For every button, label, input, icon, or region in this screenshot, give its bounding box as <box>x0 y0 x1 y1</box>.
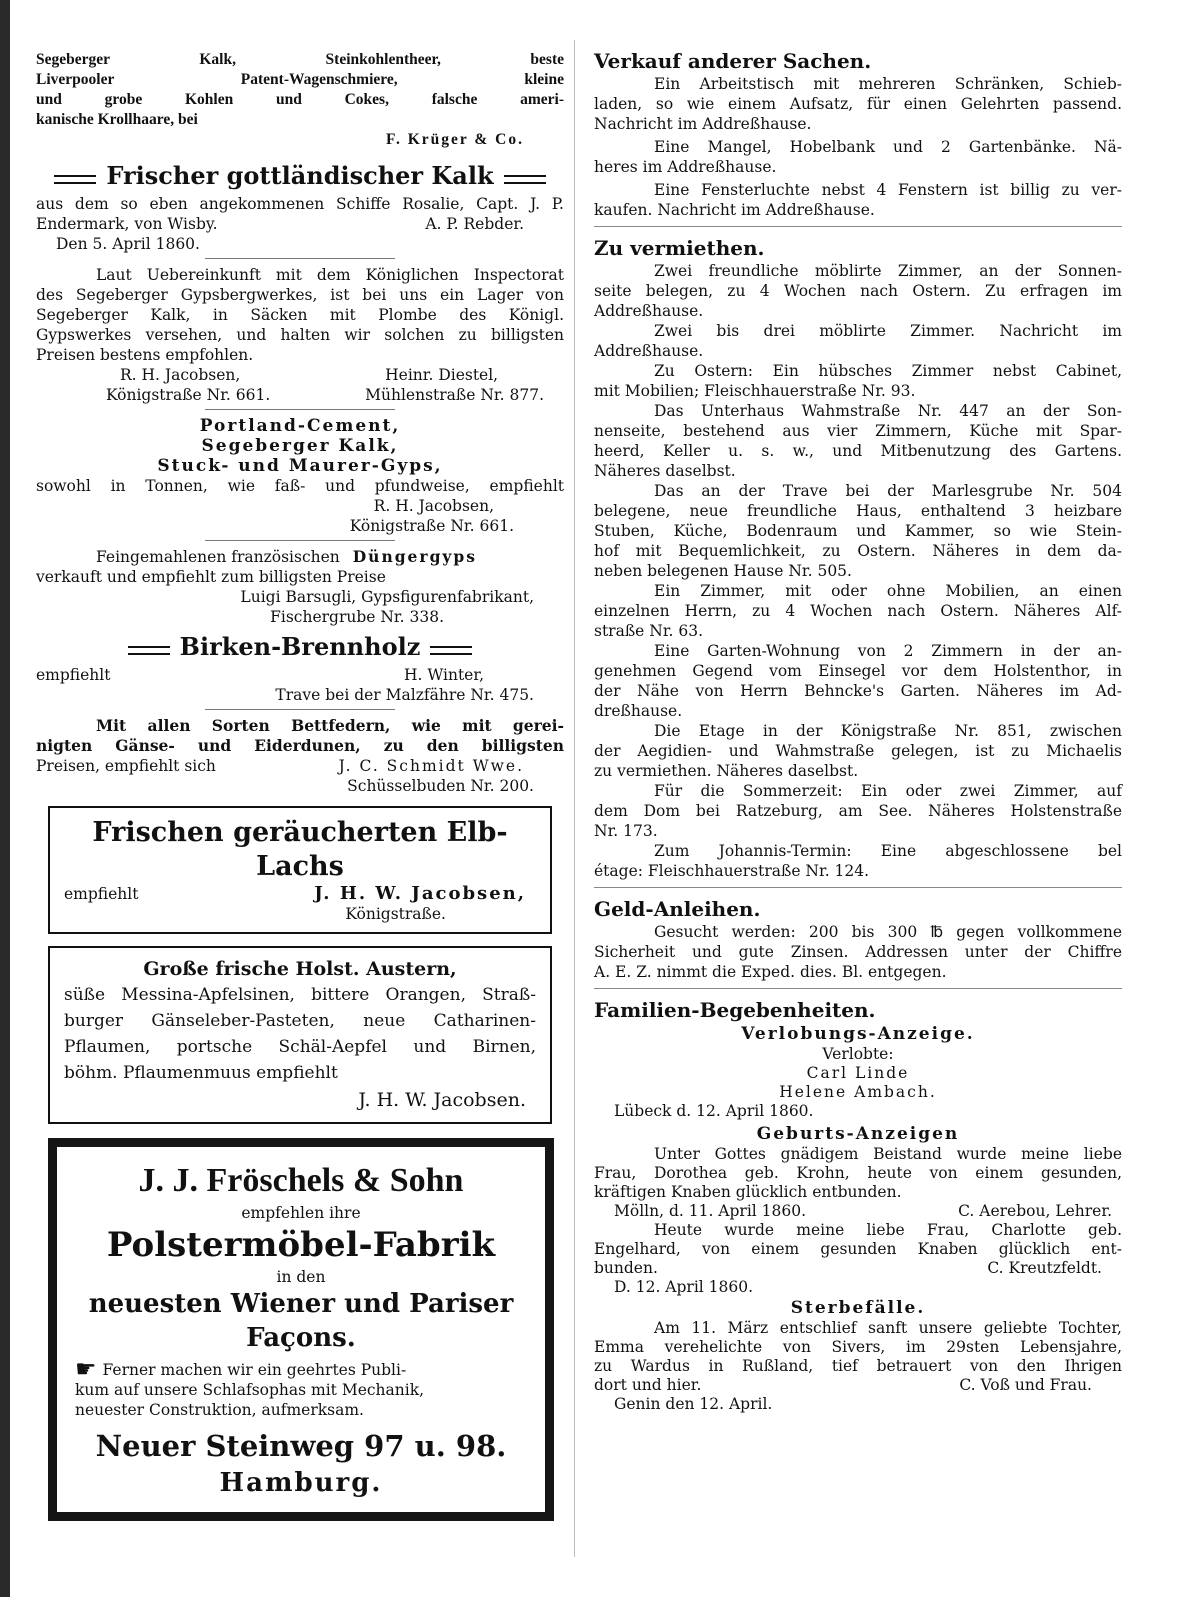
ad-bettfedern <box>36 716 564 796</box>
decorative-rule <box>128 646 170 655</box>
ad-line: Segeberger Kalk, in Säcken mit Plombe des Königl. <box>36 306 564 324</box>
ad-line: genehmen Gegend vom Einsegel vor dem Holstenthor, in <box>594 662 1122 680</box>
left-column <box>36 40 564 1597</box>
section-heading: Geld-Anleihen. <box>594 897 761 921</box>
ad-line: Ein Zimmer, mit oder ohne Mobilien, an einen <box>654 582 1122 600</box>
ad-headline: Portland-Cement, <box>199 416 401 436</box>
ad-line: aus dem so eben angekommenen Schiffe Rosalie, Capt. J. P. <box>36 195 564 213</box>
ad-line: laden, so wie einem Aufsatz, für einen Gelehrten passend. <box>594 95 1122 113</box>
ad-signature: A. P. Rebder. <box>425 215 524 233</box>
decorative-rule <box>504 175 546 184</box>
ad-date: Den 5. April 1860. <box>56 235 200 253</box>
section-heading: Verkauf anderer Sachen. <box>594 49 872 73</box>
ad-line: des Segeberger Gypsbergwerkes, ist bei uns ein Lager von <box>36 286 564 304</box>
announcement-signature: C. Aerebou, Lehrer. <box>958 1202 1112 1220</box>
ad-line: Zum Johannis-Termin: Eine abgeschlossene bel <box>654 842 1122 860</box>
section-vermiethen <box>594 235 1122 888</box>
ad-line: der Nähe von Herrn Behncke's Garten. Näheres im Ad- <box>594 682 1122 700</box>
ad-line: Die Etage in der Königstraße Nr. 851, zwischen <box>654 722 1122 740</box>
decorative-rule <box>54 175 96 184</box>
separator <box>205 258 395 259</box>
ad-address: Königstraße. <box>345 905 446 923</box>
separator <box>594 887 1122 888</box>
ad-line: Zwei bis drei möblirte Zimmer. Nachricht im <box>654 322 1122 340</box>
separator <box>594 988 1122 989</box>
ad-headline: Façons. <box>246 1323 356 1353</box>
announcement-label: Verlobte: <box>822 1045 894 1063</box>
ad-austern-box <box>48 946 552 1124</box>
ad-line: in den <box>276 1268 326 1286</box>
pointing-hand-icon: ☛ <box>75 1355 97 1383</box>
announcement-name: Helene Ambach. <box>779 1083 937 1101</box>
ad-headline-row <box>36 160 564 194</box>
ad-headline: Große frische Holst. Austern, <box>143 958 457 980</box>
ad-headline: neuesten Wiener und Pariser <box>88 1289 514 1319</box>
ad-signature: Luigi Barsugli, Gypsfigurenfabrikant, <box>240 588 534 606</box>
ad-headline: Birken-Brennholz <box>179 632 421 661</box>
ad-line: süße Messina-Apfelsinen, bittere Orangen, Straß- <box>64 985 536 1005</box>
ad-line: Heute wurde meine liebe Frau, Charlotte geb. <box>654 1221 1122 1239</box>
ad-line: Nr. 173. <box>594 822 658 840</box>
ad-line: einzelnen Herrn, zu 4 Wochen nach Ostern. Näheres Alf- <box>594 602 1122 620</box>
ad-line: Gesucht werden: 200 bis 300 ℔ gegen vollkommene <box>654 923 1122 941</box>
ad-signature: H. Winter, <box>403 666 484 684</box>
announcement-name: Carl Linde <box>806 1064 910 1082</box>
ad-lachs-box <box>48 806 552 934</box>
ad-line-row <box>594 1259 1122 1278</box>
signature-block <box>106 365 270 405</box>
ad-address: Trave bei der Malzfähre Nr. 475. <box>275 686 534 704</box>
ad-address: Fischergrube Nr. 338. <box>270 608 444 626</box>
ad-headline: Frischen geräucherten Elb-Lachs <box>92 817 508 882</box>
ad-headline: Polstermöbel-Fabrik <box>106 1225 496 1265</box>
ad-line: Preisen bestens empfohlen. <box>36 346 254 364</box>
ad-line-row <box>36 547 564 567</box>
ad-line: Liverpooler Patent-Wagenschmiere, kleine <box>36 71 564 88</box>
ad-line: A. E. Z. nimmt die Exped. dies. Bl. entgegen. <box>594 963 947 981</box>
ad-firm-name: J. J. Fröschels & Sohn <box>138 1162 464 1199</box>
ad-line: Segeberger Kalk, Steinkohlentheer, beste <box>36 51 564 68</box>
ad-signature: J. H. W. Jacobsen, <box>314 883 526 904</box>
ad-line: Am 11. März entschlief sanft unsere geliebte Tochter, <box>654 1319 1122 1337</box>
ad-line: Stuben, Küche, Bodenraum und Kammer, so wie Stein- <box>594 522 1122 540</box>
ad-line-row <box>594 1202 1122 1221</box>
separator <box>594 226 1122 227</box>
ad-city: Hamburg. <box>219 1468 383 1498</box>
ad-line: seite belegen, zu 4 Wochen nach Ostern. Zu erfragen im <box>594 282 1122 300</box>
ad-line: Näheres daselbst. <box>594 462 736 480</box>
ad-line: Nachricht im Addreßhause. <box>594 115 812 133</box>
ad-line: bunden. <box>594 1259 658 1277</box>
ad-line-row <box>75 1355 527 1383</box>
right-column <box>594 40 1122 1597</box>
ad-line: der Aegidien- und Wahmstraße gelegen, ist zu Michaelis <box>594 742 1122 760</box>
scan-margin-shadow <box>0 0 10 1597</box>
ad-line: zu vermiethen. Näheres daselbst. <box>594 762 859 780</box>
column-divider <box>574 40 575 1557</box>
announcement-date: Lübeck d. 12. April 1860. <box>614 1102 814 1120</box>
ad-line: dem Dom bei Ratzeburg, am See. Näheres Holstenstraße <box>594 802 1122 820</box>
announcement-date: D. 12. April 1860. <box>614 1278 754 1296</box>
ad-line-row <box>36 756 564 776</box>
ad-line: nigten Gänse- und Eiderdunen, zu den billigsten <box>36 736 564 755</box>
ad-line: empfehlen ihre <box>241 1204 361 1222</box>
ad-signature: Heinr. Diestel, <box>385 366 499 384</box>
section-heading: Familien-Begebenheiten. <box>594 998 876 1022</box>
announcement-title: Verlobungs-Anzeige. <box>741 1024 975 1044</box>
ad-line: heres im Addreßhause. <box>594 158 777 176</box>
ad-line: sowohl in Tonnen, wie faß- und pfundweise, empfiehlt <box>36 477 564 495</box>
ad-duenger <box>36 547 564 627</box>
ad-line: Mit allen Sorten Bettfedern, wie mit gerei- <box>96 716 564 735</box>
ad-line: Eine Garten-Wohnung von 2 Zimmern in der an- <box>654 642 1122 660</box>
ad-line: Endermark, von Wisby. <box>36 215 218 233</box>
ad-line: belegene, neue freundliche Haus, enthaltend 3 heizbare <box>594 502 1122 520</box>
ad-line: dort und hier. <box>594 1376 702 1394</box>
separator <box>205 409 395 410</box>
ad-keyword: Düngergyps <box>352 547 477 566</box>
ad-line: kräftigen Knaben glücklich entbunden. <box>594 1183 902 1201</box>
ad-line: étage: Fleischhauerstraße Nr. 124. <box>594 862 870 880</box>
ad-line: mit Mobilien; Fleischhauerstraße Nr. 93. <box>594 382 916 400</box>
ad-line: Ein Arbeitstisch mit mehreren Schränken, Schieb- <box>654 75 1122 93</box>
ad-line: Gypswerkes versehen, und halten wir solchen zu billigsten <box>36 326 564 344</box>
ad-krueger <box>36 50 564 150</box>
ad-line: Frau, Dorothea geb. Krohn, heute von einem gesunden, <box>594 1164 1122 1182</box>
ad-cement <box>36 416 564 541</box>
ad-line: Preisen, empfiehlt sich <box>36 757 216 775</box>
ad-line: Für die Sommerzeit: Ein oder zwei Zimmer, auf <box>654 782 1122 800</box>
ad-line: zu Wardus in Rußland, tief betrauert von den Ihrigen <box>594 1357 1122 1375</box>
ad-line: empfiehlt <box>64 885 139 903</box>
ad-line-row <box>36 665 564 685</box>
ad-line: kaufen. Nachricht im Addreßhause. <box>594 201 875 219</box>
ad-address: Mühlenstraße Nr. 877. <box>365 386 544 404</box>
ad-headline: Segeberger Kalk, <box>201 436 399 456</box>
section-familien <box>594 997 1122 1414</box>
ad-signature: J. C. Schmidt Wwe. <box>338 757 524 775</box>
ad-line: Ferner machen wir ein geehrtes Publi- <box>102 1361 407 1379</box>
ad-line: heerd, Keller u. s. w., und Mitbenutzung des Gartens. <box>594 442 1122 460</box>
decorative-rule <box>430 646 472 655</box>
ad-signatures <box>36 365 564 405</box>
announcement-title: Sterbefälle. <box>790 1298 926 1318</box>
ad-line: Feingemahlenen französischen <box>96 548 340 566</box>
ad-line: Eine Fensterluchte nebst 4 Fenstern ist billig zu ver- <box>654 181 1122 199</box>
ad-line: Zwei freundliche möblirte Zimmer, an der Sonnen- <box>654 262 1122 280</box>
announcement-signature: C. Voß und Frau. <box>959 1376 1092 1394</box>
ad-line-row <box>36 214 564 234</box>
ad-signature: R. H. Jacobsen, <box>120 366 241 384</box>
ad-line: Sicherheit und gute Zinsen. Addressen unter der Chiffre <box>594 943 1122 961</box>
ad-line: Addreßhause. <box>594 302 704 320</box>
ad-address: Schüsselbuden Nr. 200. <box>347 777 534 795</box>
ad-brennholz <box>36 631 564 710</box>
ad-line: dreßhause. <box>594 702 683 720</box>
ad-line-row <box>594 1376 1122 1395</box>
ad-line: Engelhard, von einem gesunden Knaben glücklich ent- <box>594 1240 1122 1258</box>
section-geld <box>594 896 1122 989</box>
ad-address: Königstraße Nr. 661. <box>106 386 271 404</box>
announcement-signature: C. Kreutzfeldt. <box>987 1259 1102 1277</box>
ad-headline-row <box>36 631 564 665</box>
ad-line: und grobe Kohlen und Cokes, falsche ameri- <box>36 91 564 108</box>
ad-line: Emma verehelichte von Sivers, im 29sten Lebensjahre, <box>594 1338 1122 1356</box>
ad-line: straße Nr. 63. <box>594 622 704 640</box>
ad-line-row <box>64 884 536 904</box>
ad-line: neuester Construktion, aufmerksam. <box>75 1401 364 1419</box>
ad-line: Das an der Trave bei der Marlesgrube Nr. 504 <box>654 482 1122 500</box>
ad-address: Königstraße Nr. 661. <box>349 517 514 535</box>
separator <box>205 709 395 710</box>
separator <box>205 540 395 541</box>
ad-line: kanische Krollhaare, bei <box>36 111 198 128</box>
ad-line: verkauft und empfiehlt zum billigsten Preise <box>36 568 386 586</box>
ad-line: kum auf unsere Schlafsophas mit Mechanik, <box>75 1381 425 1399</box>
ad-line: burger Gänseleber-Pasteten, neue Catharinen- <box>64 1011 536 1031</box>
ad-line: Zu Ostern: Ein hübsches Zimmer nebst Cabinet, <box>654 362 1122 380</box>
ad-headline: Stuck- und Maurer-Gyps, <box>157 456 443 476</box>
announcement-place-date: Mölln, d. 11. April 1860. <box>614 1202 807 1220</box>
ad-froeschels-box <box>48 1138 554 1521</box>
ad-line: Addreßhause. <box>594 342 704 360</box>
section-heading: Zu vermiethen. <box>594 236 765 260</box>
section-verkauf <box>594 48 1122 227</box>
ad-line: hof mit Bequemlichkeit, zu Ostern. Näheres in dem da- <box>594 542 1122 560</box>
ad-line: Laut Uebereinkunft mit dem Königlichen Inspectorat <box>96 266 564 284</box>
ad-line: Eine Mangel, Hobelbank und 2 Gartenbänke. Nä- <box>654 138 1122 156</box>
ad-line: nenseite, bestehend aus vier Zimmern, Küche mit Spar- <box>594 422 1122 440</box>
ad-signature: F. Krüger & Co. <box>385 131 524 148</box>
signature-block <box>365 365 544 405</box>
announcement-title: Geburts-Anzeigen <box>756 1124 960 1144</box>
ad-line: Unter Gottes gnädigem Beistand wurde meine liebe <box>654 1145 1122 1163</box>
ad-address: Neuer Steinweg 97 u. 98. <box>95 1429 507 1463</box>
ad-line: neben belegenen Hause Nr. 505. <box>594 562 852 580</box>
ad-kalk-rebder <box>36 160 564 259</box>
ad-line: böhm. Pflaumenmuus empfiehlt <box>64 1063 338 1083</box>
ad-line: empfiehlt <box>36 666 111 684</box>
announcement-date: Genin den 12. April. <box>614 1395 773 1413</box>
ad-signature: R. H. Jacobsen, <box>373 497 494 515</box>
ad-jacobsen-diestel <box>36 265 564 410</box>
ad-signature: J. H. W. Jacobsen. <box>358 1089 526 1111</box>
ad-headline: Frischer gottländischer Kalk <box>106 161 494 190</box>
ad-line: Das Unterhaus Wahmstraße Nr. 447 an der Son- <box>654 402 1122 420</box>
ad-line: Pflaumen, portsche Schäl-Aepfel und Birnen, <box>64 1037 536 1057</box>
